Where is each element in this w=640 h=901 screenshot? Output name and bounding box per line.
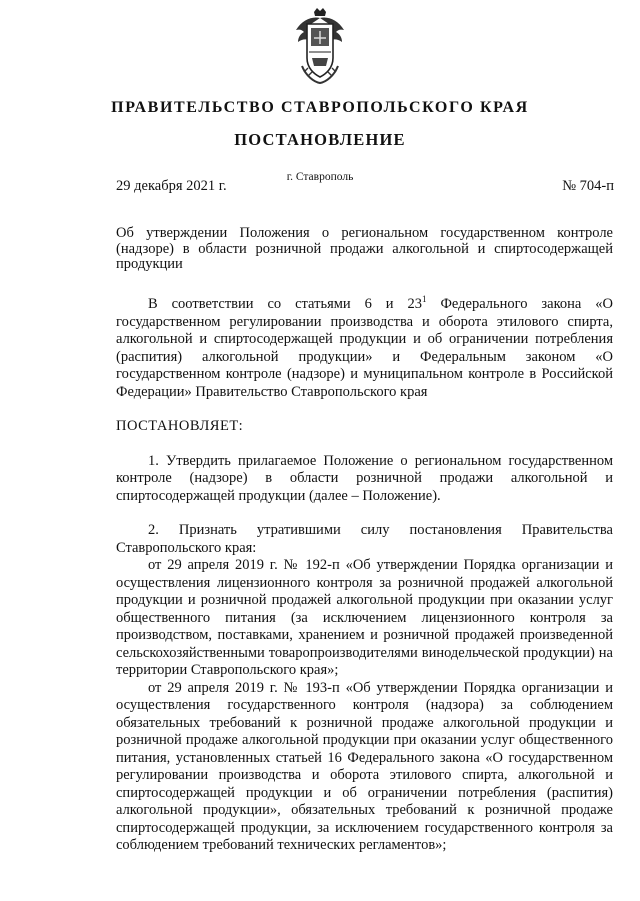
document-subject: Об утверждении Положения о региональном государственном контроле (надзоре) в области розничной продажи алкогольной и спиртосодержащей продукции <box>116 225 613 272</box>
document-number: № 704-п <box>562 178 614 194</box>
preamble-paragraph <box>116 296 613 401</box>
preamble-text-start: В соответствии со статьями 6 и 23 <box>148 296 422 312</box>
document-date: 29 декабря 2021 г. <box>116 178 227 194</box>
document-city: г. Ставрополь <box>286 171 354 183</box>
repealed-decree-193: от 29 апреля 2019 г. № 193-п «Об утверждении Порядка организации и осуществления государственного контроля (надзора) за соблюдением обязательных требований к розничной продаже алкогольной продукции и розничной продаже алкогольной продукции при оказании услуг общественного питания, установленных статьей 16 Федерального закона «О государственном регулировании производства и оборота этилового спирта, алкогольной и спиртосодержащей продукции и об ограничении потребления (распития) алкогольной продукции», обязательных требований к розничной продаже спиртосодержащей продукции, за исключением государственного контроля за соблюдением требований технических регламентов»; <box>116 679 613 853</box>
repealed-decree-192: от 29 апреля 2019 г. № 192-п «Об утверждении Порядка организации и осуществления лицензионного контроля за розничной продажей алкогольной продукции и розничной продажей алкогольной продукции при оказании услуг общественного питания (за исключением лицензионного контроля за производством, поставками, хранением и розничной продажей произведенной сельскохозяйственными товаропроизводителями винодельческой продукции) на территории Ставропольского края»; <box>116 557 613 678</box>
superscript: 1 <box>422 294 427 305</box>
item-paragraph-1: 1. Утвердить прилагаемое Положение о региональном государственном контроле (надзоре) в области розничной продажи алкогольной и спиртосодержащей продукции (далее – Положение). <box>116 452 613 504</box>
document-body <box>116 296 613 855</box>
preamble-text-end: Федерального закона «О государственном регулировании производства и оборота этилового спирта, алкогольной и спиртосодержащей продукции и об ограничении потребления (распития) алкогольной продукции» и Федеральным законом «О государственном контроле (надзоре) и муниципальном контроле в Российской Федерации» Правительство Ставропольского края <box>116 296 613 400</box>
decree-word: ПОСТАНОВЛЯЕТ: <box>116 418 244 434</box>
coat-of-arms-icon <box>292 6 348 84</box>
document-type: ПОСТАНОВЛЕНИЕ <box>234 130 406 149</box>
item-paragraph-2: 2. Признать утратившими силу постановления Правительства Ставропольского края: <box>116 522 613 556</box>
government-title: ПРАВИТЕЛЬСТВО СТАВРОПОЛЬСКОГО КРАЯ <box>111 99 529 116</box>
